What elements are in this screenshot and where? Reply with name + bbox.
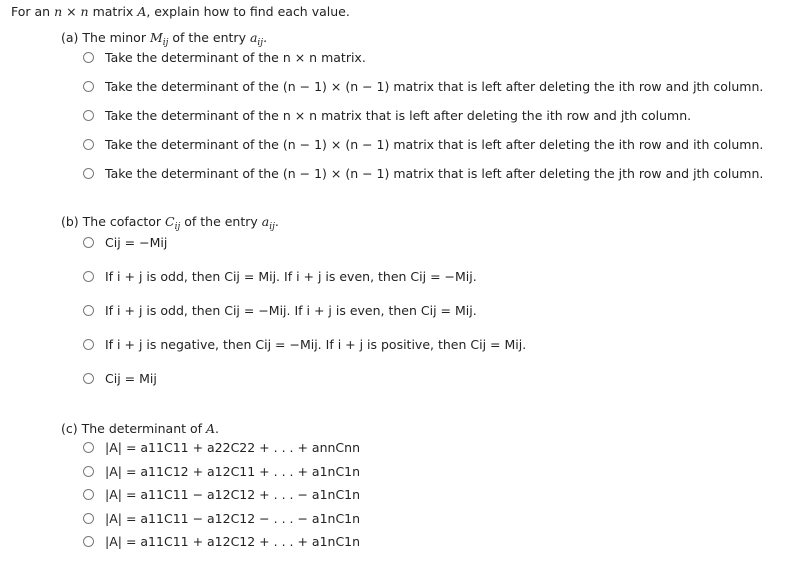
part-c — [61, 419, 360, 554]
radio-option[interactable] — [83, 460, 360, 484]
radio-option[interactable] — [83, 483, 360, 507]
question-intro: For an n × n matrix A, explain how to find each value. — [11, 4, 350, 19]
option-label: Cij = −Mij — [105, 234, 168, 250]
radio-button-icon[interactable] — [83, 339, 94, 350]
option-label: Take the determinant of the (n − 1) × (n − 1) matrix that is left after deleting the ith row and ith column. — [105, 137, 764, 152]
radio-button-icon[interactable] — [83, 442, 94, 453]
radio-button-icon[interactable] — [83, 168, 94, 179]
option-label: If i + j is odd, then Cij = Mij. If i + j is even, then Cij = −Mij. — [105, 268, 477, 284]
radio-button-icon[interactable] — [83, 536, 94, 547]
option-label: Take the determinant of the (n − 1) × (n − 1) matrix that is left after deleting the jth row and jth column. — [105, 166, 764, 181]
radio-option[interactable] — [83, 130, 763, 159]
radio-option[interactable] — [83, 72, 763, 101]
radio-option[interactable] — [83, 361, 526, 395]
part-b-title: (b) The cofactor $C_{ij}$ of the entry $a_{ij}$. — [61, 214, 279, 232]
option-label: |A| = a11C11 + a22C22 + . . . + annCnn — [105, 440, 360, 456]
part-a — [61, 28, 763, 188]
radio-button-icon[interactable] — [83, 305, 94, 316]
radio-button-icon[interactable] — [83, 373, 94, 384]
radio-button-icon[interactable] — [83, 139, 94, 150]
option-label: Take the determinant of the (n − 1) × (n − 1) matrix that is left after deleting the ith row and jth column. — [105, 79, 764, 94]
radio-option[interactable] — [83, 159, 763, 188]
radio-option[interactable] — [83, 507, 360, 531]
part-a-title: (a) The minor $M_{ij}$ of the entry $a_{ij}$. — [61, 30, 268, 48]
radio-button-icon[interactable] — [83, 237, 94, 248]
radio-option[interactable] — [83, 293, 526, 327]
option-label: Take the determinant of the n × n matrix. — [105, 50, 366, 65]
radio-option[interactable] — [83, 101, 763, 130]
option-label: If i + j is negative, then Cij = −Mij. If i + j is positive, then Cij = Mij. — [105, 336, 527, 352]
radio-option[interactable] — [83, 436, 360, 460]
part-b — [61, 212, 526, 395]
part-a-options — [61, 43, 763, 188]
radio-option[interactable] — [83, 259, 526, 293]
part-b-options — [61, 225, 526, 395]
option-label: Take the determinant of the n × n matrix that is left after deleting the ith row and jth column. — [105, 108, 692, 123]
option-label: |A| = a11C11 + a12C12 + . . . + a1nC1n — [105, 534, 361, 550]
radio-option[interactable] — [83, 327, 526, 361]
radio-button-icon[interactable] — [83, 110, 94, 121]
radio-button-icon[interactable] — [83, 81, 94, 92]
radio-option[interactable] — [83, 530, 360, 554]
option-label: |A| = a11C11 − a12C12 − . . . − a1nC1n — [105, 510, 361, 526]
part-c-options — [61, 436, 360, 554]
option-label: |A| = a11C12 + a12C11 + . . . + a1nC1n — [105, 463, 361, 479]
radio-button-icon[interactable] — [83, 271, 94, 282]
part-c-title: (c) The determinant of A. — [61, 421, 220, 436]
radio-button-icon[interactable] — [83, 52, 94, 63]
radio-button-icon[interactable] — [83, 513, 94, 524]
option-label: |A| = a11C11 − a12C12 + . . . − a1nC1n — [105, 487, 361, 503]
option-label: Cij = Mij — [105, 370, 157, 386]
option-label: If i + j is odd, then Cij = −Mij. If i + j is even, then Cij = Mij. — [105, 302, 477, 318]
radio-button-icon[interactable] — [83, 489, 94, 500]
radio-button-icon[interactable] — [83, 466, 94, 477]
